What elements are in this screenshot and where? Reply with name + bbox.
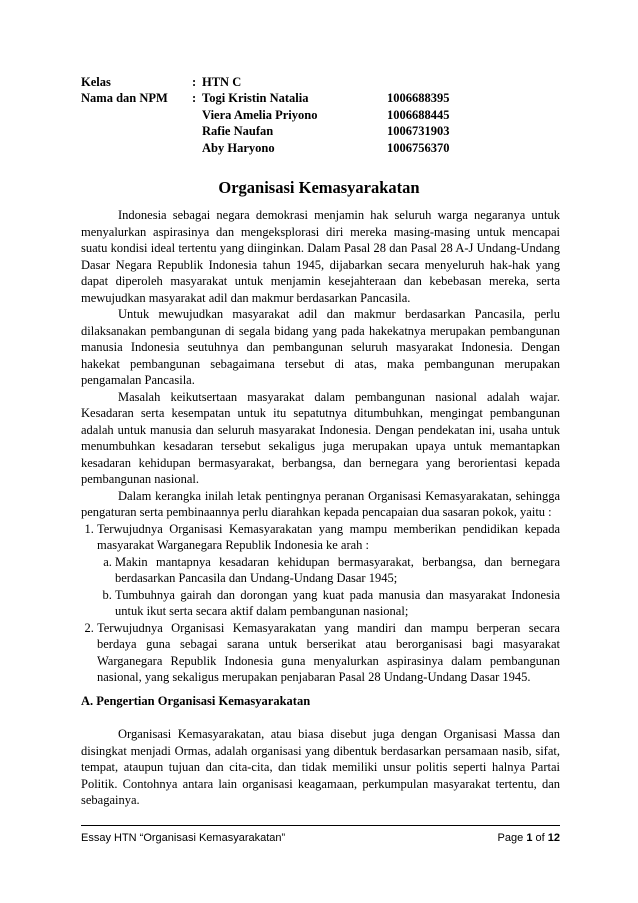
member-name: Viera Amelia Priyono <box>202 107 318 122</box>
paragraph: Masalah keikutsertaan masyarakat dalam pembangunan nasional adalah wajar. Kesadaran serta kesempatan untuk itu sepatutnya ditumbuhkan, mengingat pembangunan adalah untuk manusia dan seluruh masyarakat Indonesia. Dengan pendekatan ini, usaha untuk menumbuhkan kesadaran tersebut sekaligus juga merupakan upaya untuk memantapkan kesadaran kehidupan bermasyarakat, berbangsa, dan bernegara yang berorientasi kepada pembangunan nasional. <box>81 389 560 486</box>
list-item <box>97 620 560 686</box>
goals-list <box>81 521 560 686</box>
kelas-value: HTN C <box>202 75 242 89</box>
of-word: of <box>535 832 545 844</box>
sub-list-item: a. Makin mantapnya kesadaran kehidupan bermasyarakat, berbangsa, dan bernegara berdasarkan Pancasila dan Undang-Undang Dasar 1945; <box>115 554 560 587</box>
nama-npm-label: Nama dan NPM <box>81 91 168 106</box>
member-npm: 1006688445 <box>387 107 450 122</box>
page-number <box>498 832 560 844</box>
member-name: Aby Haryono <box>202 140 275 155</box>
document-title: Organisasi Kemasyarakatan <box>218 178 420 197</box>
kelas-colon: : <box>192 75 197 89</box>
document-body <box>81 207 560 686</box>
paragraph: Organisasi Kemasyarakatan, atau biasa disebut juga dengan Organisasi Massa dan disingkat menjadi Ormas, adalah organisasi yang dibentuk berdasarkan persamaan nasib, sifat, tempat, ataupun tujuan dan cita-cita, dan tidak memiliki unsur politis seperti halnya Partai Politik. Contohnya antara lain organisasi keagamaan, perkumpulan masyarakat tertentu, dan sebagainya. <box>81 727 560 808</box>
page-current: 1 <box>526 832 533 844</box>
section-body <box>81 726 560 809</box>
member-npm: 1006731903 <box>387 124 450 139</box>
sub-list <box>97 554 560 620</box>
sub-list-item: b. Tumbuhnya gairah dan dorongan yang kuat pada manusia dan masyarakat Indonesia untuk ikut serta secara aktif dalam pembangunan nasional; <box>115 587 560 620</box>
footer-title: Essay HTN “Organisasi Kemasyarakatan” <box>81 832 286 844</box>
member-name: Rafie Naufan <box>202 124 274 139</box>
nama-colon: : <box>192 91 197 106</box>
section-heading: A. Pengertian Organisasi Kemasyarakatan <box>81 694 311 708</box>
list-item <box>97 521 560 620</box>
page-footer <box>81 825 560 848</box>
page-word: Page <box>497 832 524 844</box>
member-npm: 1006756370 <box>387 140 450 155</box>
list-item-text: Terwujudnya Organisasi Kemasyarakatan yang mampu memberikan pendidikan kepada masyarakat Warganegara Republik Indonesia ke arah : <box>97 521 560 552</box>
member-name: Togi Kristin Natalia <box>202 91 309 106</box>
paragraph: Dalam kerangka inilah letak pentingnya peranan Organisasi Kemasyarakatan, sehingga pengaturan serta pembinaannya perlu diarahkan kepada pencapaian dua sasaran pokok, yaitu : <box>81 488 560 519</box>
paragraph: Untuk mewujudkan masyarakat adil dan makmur berdasarkan Pancasila, perlu dilaksanakan pembangunan di segala bidang yang pada hakekatnya merupakan pembangunan manusia Indonesia seutuhnya dan pembangunan seluruh masyarakat Indonesia. Dengan hakekat pembangunan sebagaimana tersebut di atas, maka pembangunan merupakan pengamalan Pancasila. <box>81 307 560 387</box>
paragraph: Indonesia sebagai negara demokrasi menjamin hak seluruh warga negaranya untuk menyalurkan aspirasinya dan mengeksplorasi diri mereka masing-masing untuk mencapai suatu kondisi ideal tertentu yang diinginkan. Dalam Pasal 28 dan Pasal 28 A-J Undang-Undang Dasar Negara Republik Indonesia tahun 1945, dijabarkan secara menyeluruh hak-hak yang dapat diperoleh masyarakat untuk menjamin kesejahteraan dan kebebasan mereka, serta mewujudkan masyarakat adil dan makmur berdasarkan Pancasila. <box>81 208 560 305</box>
kelas-label: Kelas <box>81 75 111 89</box>
page-total: 12 <box>547 832 560 844</box>
member-npm: 1006688395 <box>387 91 450 106</box>
list-item-text: Terwujudnya Organisasi Kemasyarakatan yang mandiri dan mampu berperan secara berdaya guna sebagai sarana untuk berserikat atau berorganisasi bagi masyarakat Warganegara Republik Indonesia guna menyalurkan aspirasinya dalam pembangunan nasional, yang sekaligus merupakan penjabaran Pasal 28 Undang-Undang Dasar 1945. <box>97 620 560 684</box>
